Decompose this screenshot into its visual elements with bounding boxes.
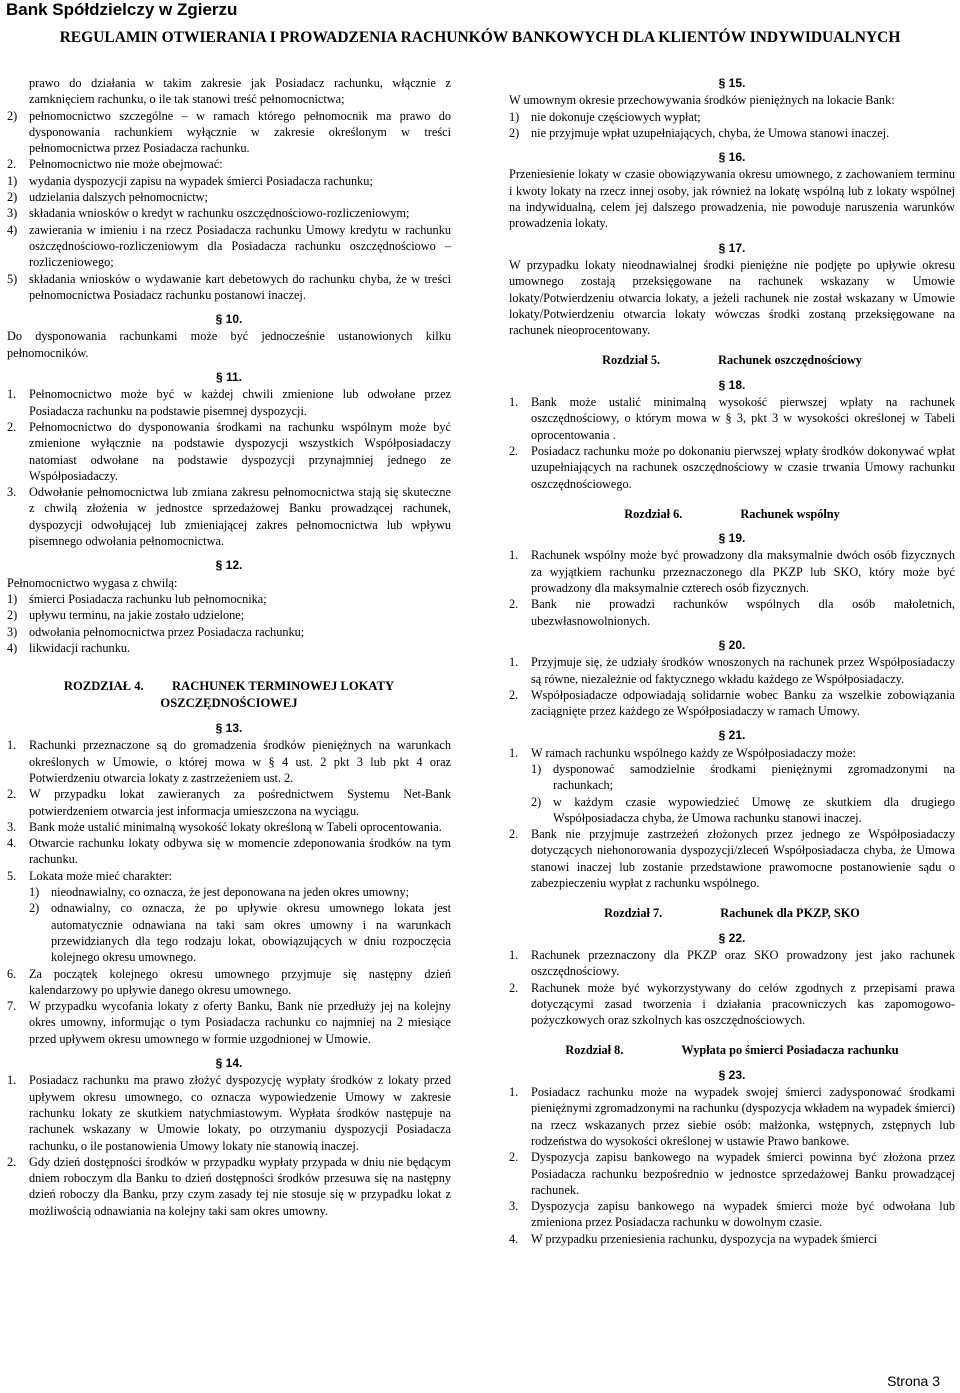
list-item-number: 1. [509, 655, 519, 670]
section-sign-icon: § [215, 558, 223, 573]
paragraph: W przypadku lokaty nieodnawialnej środki pieniężne nie podjęte po upływie okresu umownego zostają przeksięgowane na rachunek wskazany w Umowie lokaty/Potwierdzeniu otwarcia lokaty, a jeżeli rachunek nie został wskazany w Umowie lokaty/Potwierdzeniu otwarcia lokaty wówczas środki zostaną przeksięgowane na rachunek nieoprocentowany. [509, 257, 955, 338]
list-item [7, 484, 451, 549]
list [7, 173, 451, 303]
paragraph: W umownym okresie przechowywania środków pieniężnych na lokacie Bank: [509, 93, 895, 108]
list-item-number: 6. [7, 966, 17, 981]
list-item [509, 1198, 955, 1231]
list-item [29, 884, 451, 900]
chapter-label: Rozdział 6. [624, 506, 683, 521]
section-sign-icon: § [215, 721, 223, 736]
list-item [7, 786, 451, 819]
list [7, 1072, 451, 1219]
left-column [7, 75, 451, 1219]
section-sign-icon: § [718, 531, 726, 546]
list-item [509, 596, 955, 629]
list-item [7, 868, 451, 884]
section-number: § 23. [718, 1067, 746, 1082]
list-item [7, 835, 451, 868]
list-item [509, 947, 955, 980]
list-item-number: 1. [7, 738, 17, 753]
right-column [509, 75, 955, 1247]
list-item-text: w każdym czasie wypowiedzieć Umowę ze skutkiem dla drugiego Współposiadacza chyba, że Umowa rachunku stanowi inaczej. [553, 794, 955, 825]
section-sign-icon: § [718, 930, 726, 945]
list-item-text: Odwołanie pełnomocnictwa lub zmiana zakresu pełnomocnictwa stają się skuteczne z chwilą złożenia w jednostce sprzedażowej Banku prowadzącej rachunek, dyspozycji odwołującej lub zmieniającej zakres pełnomocnictwa lub wpływu pisemnego odwołania pełnomocnictwa. [29, 485, 451, 549]
list [509, 947, 955, 1028]
list-item-text: Pełnomocnictwo może być w każdej chwili zmienione lub odwołane przez Posiadacza rachunku na podstawie pisemnej dyspozycji. [29, 387, 451, 418]
section-sign-icon: § [718, 1067, 726, 1082]
list-item-number: 3. [7, 819, 17, 834]
list-item-number: 2) [509, 125, 520, 140]
list-item-text: Posiadacz rachunku może na wypadek swojej śmierci zadysponować środkami pieniężnymi zgromadzonymi na rachunku (dyspozycja wkładem na wypadek śmierci) na rzecz wskazanych przez siebie osób: małżonka, wstępnych, zstępnych lub rodzeństwa do wysokości określonej w ustawie Prawo bankowe. [531, 1085, 955, 1148]
section-sign-icon: § [718, 240, 726, 255]
chapter-heading [509, 1042, 955, 1058]
section-number: § 20. [718, 637, 746, 652]
section-sign-icon: § [215, 312, 223, 327]
list-item [29, 900, 451, 965]
list-item [509, 1084, 955, 1149]
chapter-title: Rachunek oszczędnościowy [718, 353, 862, 368]
list-item-text: wydania dyspozycji zapisu na wypadek śmierci Posiadacza rachunku; [29, 173, 373, 188]
list [509, 109, 955, 142]
list-item [7, 737, 451, 786]
list-item-text: składania wniosków o wydawanie kart debetowych do rachunku chyba, że w treści pełnomocnictwa Posiadacz rachunku postanowi inaczej. [29, 271, 451, 302]
list-item-number: 1) [7, 591, 18, 606]
list-item-number: 1) [531, 761, 542, 776]
list [509, 654, 955, 719]
section-number: § 14. [215, 1056, 243, 1071]
list-item-text: Rachunek wspólny może być prowadzony dla maksymalnie dwóch osób fizycznych za wyjątkiem rachunku przeznaczonego dla PKZP lub SKO, który może być prowadzony dla maksymalnie czterech osób fizycznych. [531, 548, 955, 596]
list [7, 966, 451, 1047]
chapter-label: Rozdział 7. [604, 906, 663, 921]
list-item [7, 222, 451, 271]
list-item-text: W przypadku przeniesienia rachunku, dyspozycja na wypadek śmierci [531, 1231, 878, 1246]
list-item [7, 591, 451, 607]
list-item-number: 1) [509, 109, 520, 124]
list [7, 591, 451, 656]
list-item-text: Bank może ustalić minimalną wysokość lokaty określoną w Tabeli oprocentowania. [29, 819, 442, 834]
section-number: § 10. [215, 312, 243, 327]
list-item-text: dysponować samodzielnie środkami pieniężnymi zgromadzonymi na rachunkach; [553, 761, 955, 793]
list-item-text: Posiadacz rachunku ma prawo złożyć dyspozycję wypłaty środków z lokaty przed upływem okresu umownego, co oznacza wypowiedzenie Umowy w zakresie rachunku lokaty ze skutkiem natychmiastowym. Wypłata środków następuje na rachunek wskazany w Umowie lokaty, po otrzymaniu dyspozycji Posiadacza rachunku, o ile postanowienia Umowy lokaty nie stanowią inaczej. [29, 1073, 451, 1153]
list-item-number: 1. [509, 1085, 519, 1100]
list-item [509, 980, 955, 1029]
list-item-number: 1. [509, 947, 519, 962]
section-sign-icon: § [718, 637, 726, 652]
chapter-heading [509, 905, 955, 921]
list-item: 2. Pełnomocnictwo nie może obejmować: [7, 157, 223, 172]
list-item-text: Dyspozycja zapisu bankowego na wypadek śmierci może być odwołana lub zmieniona przez Posiadacza rachunku w dowolnym czasie. [531, 1199, 955, 1230]
chapter-label: ROZDZIAŁ 4. [63, 679, 144, 694]
list-item-text: nie dokonuje częściowych wypłat; [531, 109, 701, 124]
list-item [7, 640, 451, 656]
list-item-text: Otwarcie rachunku lokaty odbywa się w momencie zdeponowania środków na tym rachunku. [29, 836, 451, 867]
list-item-number: 2. [509, 687, 519, 702]
list-item-text: nieodnawialny, co oznacza, że jest deponowana na jeden okres umowny; [51, 885, 410, 900]
chapter-heading [509, 352, 955, 368]
list-item [509, 443, 955, 492]
list-item-text: odnawialny, co oznacza, że po upływie okresu umownego lokata jest automatycznie odnawiana na taki sam okres umowny i na warunkach przewidzianych dla tego rodzaju lokat, obowiązujących w dniu rozpoczęcia kolejnego okresu umownego. [51, 901, 451, 965]
list-item-text: nie przyjmuje wpłat uzupełniających, chyba, że Umowa stanowi inaczej. [531, 125, 890, 140]
list-item [7, 386, 451, 419]
chapter-title: Wypłata po śmierci Posiadacza rachunku [681, 1043, 899, 1058]
list-item-text: Za początek kolejnego okresu umownego przyjmuje się następny dzień kalendarzowy po upływie danego okresu umownego. [29, 966, 451, 997]
list-item-text: upływu terminu, na jakie zostało udzielone; [29, 608, 245, 623]
list-item-number: 2. [7, 419, 17, 434]
list-item-number: 2. [509, 1150, 519, 1165]
list-item [7, 998, 451, 1047]
list [7, 737, 451, 884]
list-item-text: Rachunek przeznaczony dla PKZP oraz SKO prowadzony jest jako rachunek oszczędnościowy. [531, 947, 955, 979]
list-item-number: 3) [7, 206, 18, 221]
list-item [509, 125, 955, 141]
list-item-text: W ramach rachunku wspólnego każdy ze Współposiadaczy może: [531, 745, 856, 760]
section-number: § 12. [215, 558, 243, 573]
section-number: § 13. [215, 721, 243, 736]
list-item-number: 2. [509, 443, 519, 458]
list-item-number: 1. [7, 1073, 17, 1088]
list-item-number: 1. [509, 395, 519, 410]
chapter-title: Rachunek dla PKZP, SKO [720, 906, 860, 921]
list-item-number: 3. [7, 485, 17, 500]
list-item-number: 5) [7, 271, 18, 286]
sub-list [7, 884, 451, 965]
section-number: § 16. [718, 150, 746, 165]
list-item-number: 4. [7, 836, 17, 851]
list-item [509, 687, 955, 720]
list [509, 547, 955, 628]
list-item-number: 4) [7, 640, 18, 655]
section-sign-icon: § [215, 1056, 223, 1071]
list-item-number: 3) [7, 624, 18, 639]
page-number: Strona 3 [887, 1373, 940, 1389]
list-item-text: Posiadacz rachunku może po dokonaniu pierwszej wpłaty środków dokonywać wpłat uzupełniających na rachunek oszczędnościowy w czasie trwania Umowy rachunku oszczędnościowego. [531, 443, 955, 491]
list-item-number: 2) [7, 608, 18, 623]
list-item-number: 2) [7, 190, 18, 205]
list-item [7, 271, 451, 304]
list-item-number: 2. [509, 597, 519, 612]
list-item [509, 1149, 955, 1198]
list-item-number: 2. [509, 980, 519, 995]
list [509, 826, 955, 891]
list-item-number: 2) [531, 794, 542, 809]
list-item [7, 205, 451, 221]
list-item-text: Bank nie przyjmuje zastrzeżeń złożonych przez jednego ze Współposiadaczy dotyczących niehonorowania dyspozycji/zleceń Współposiadacza chyba, że Umowa stanowi inaczej lub zostanie przedstawione prawomocne postanowienie sądu o zabezpieczeniu wypłat z rachunku wspólnego. [531, 827, 955, 891]
list-item: 2) pełnomocnictwo szczególne – w ramach którego pełnomocnik ma prawo do dysponowania rachunkiem wyłącznie w zakresie określonym w treści pełnomocnictwa przez Posiadacza rachunku. [7, 108, 451, 156]
list-item [7, 419, 451, 484]
paragraph: Pełnomocnictwo wygasa z chwilą: [7, 575, 178, 590]
list-item-text: Współposiadacze odpowiadają solidarnie wobec Banku za wszelkie zobowiązania zaciągnięte przez każdego ze Współposiadaczy w ramach Umowy. [531, 687, 955, 719]
list-item [7, 966, 451, 999]
sub-list [509, 761, 955, 826]
section-sign-icon: § [718, 728, 726, 743]
list-item [531, 761, 955, 794]
list-item-number: 5. [7, 868, 17, 883]
section-number: § 22. [718, 930, 746, 945]
chapter-label: Rozdział 8. [565, 1043, 624, 1058]
list-item-text: W przypadku wycofania lokaty z oferty Banku, Bank nie przedłuży jej na kolejny okres umowny, informując o tym Posiadacza rachunku co najmniej na 2 miesiące przed upływem okresu umownego w formie uzgodnionej w Umowie. [29, 999, 451, 1046]
section-number: § 19. [718, 531, 746, 546]
section-number: § 18. [718, 377, 746, 392]
list-item-number: 4) [7, 222, 18, 237]
list-item-text: likwidacji rachunku. [29, 640, 131, 655]
section-number: § 11. [215, 370, 243, 385]
list-item-number: 7. [7, 999, 17, 1014]
paragraph: Przeniesienie lokaty w czasie obowiązywania okresu umownego, z zachowaniem terminu i kwoty lokaty na rzecz innej osoby, jak również na lokatę wspólną lub z lokaty wspólnej na indywidualną, celem jej dalszego prowadzenia, nie powoduje naruszenia warunków prowadzenia lokaty. [509, 167, 955, 231]
list-item-text: składania wniosków o kredyt w rachunku oszczędnościowo-rozliczeniowym; [29, 206, 410, 221]
section-number: § 17. [718, 240, 746, 255]
list-item-text: zawierania w imieniu i na rzecz Posiadacza rachunku Umowy kredytu w rachunku oszczędnościowo-rozliczeniowym dla Posiadacza rachunku oszczędnościowo –rozliczeniowego; [29, 222, 451, 270]
list-item-number: 1. [509, 548, 519, 563]
list-item-text: Pełnomocnictwo do dysponowania środkami na rachunku wspólnym może być zmienione wyłącznie na podstawie dyspozycji wszystkich Współposiadaczy natomiast odwołane na podstawie dyspozycji przynajmniej jednego ze Współposiadaczy. [29, 419, 451, 483]
section-sign-icon: § [718, 377, 726, 392]
list-item-number: 1) [7, 173, 18, 188]
list-item [7, 1154, 451, 1219]
list-item [509, 109, 955, 125]
list-item [531, 794, 955, 827]
list-item [509, 394, 955, 443]
list-item [7, 1072, 451, 1153]
list-item [509, 826, 955, 891]
list-item-text: Gdy dzień dostępności środków w przypadku wypłaty przypada w dniu nie będącym dniem roboczym dla Banku to dzień dostępności środków przesuwa się na następny dzień roboczy dla Banku, przy czym zasady tej nie stosuje się w przypadku lokat z możliwością odnawiania na kolejny taki sam okres umowny. [29, 1154, 451, 1218]
list-item-number: 2) [29, 901, 40, 916]
bank-name: Bank Spółdzielczy w Zgierzu [6, 0, 238, 19]
chapter-title: RACHUNEK TERMINOWEJ LOKATY OSZCZĘDNOŚCIOWEJ [160, 679, 395, 711]
chapter-heading [7, 678, 451, 712]
list [509, 745, 955, 761]
list-item-text: Lokata może mieć charakter: [29, 868, 173, 883]
list-item [509, 1231, 955, 1247]
list-item-number: 1. [509, 745, 519, 760]
section-number: § 21. [718, 728, 746, 743]
chapter-title: Rachunek wspólny [740, 506, 840, 521]
list-item-number: 2. [7, 787, 17, 802]
list-item-text: odwołania pełnomocnictwa przez Posiadacza rachunku; [29, 624, 305, 639]
list-item-text: W przypadku lokat zawieranych za pośrednictwem Systemu Net-Bank potwierdzeniem otwarcia jest informacja umieszczona na wyciągu. [29, 787, 451, 818]
list-item-number: 2. [509, 827, 519, 842]
section-number: § 15. [718, 76, 746, 90]
list-item-text: Bank nie prowadzi rachunków wspólnych dla osób małoletnich, ubezwłasnowolnionych. [531, 597, 955, 628]
list-item-number: 3. [509, 1199, 519, 1214]
list-item-number: 2. [7, 1154, 17, 1169]
list [509, 1084, 955, 1247]
list [509, 394, 955, 492]
section-sign-icon: § [215, 370, 223, 385]
section-sign-icon: § [718, 76, 726, 90]
list-item-text: Bank może ustalić minimalną wysokość pierwszej wpłaty na rachunek oszczędnościowy, o którym mowa w § 3, pkt 3 w wysokości określonej w Tabeli oprocentowania . [531, 395, 955, 442]
list-item [7, 624, 451, 640]
list-item-number: 4. [509, 1231, 519, 1246]
section-sign-icon: § [718, 150, 726, 165]
list-item [509, 745, 955, 761]
paragraph: Do dysponowania rachunkami może być jednocześnie ustanowionych kilku pełnomocników. [7, 329, 451, 360]
list-item [509, 654, 955, 687]
chapter-heading [509, 506, 955, 522]
list-item [7, 819, 451, 835]
list-item-text: Rachunek może być wykorzystywany do celów zgodnych z przepisami prawa dotyczącymi zasad tworzenia i działania pracowniczych kas zapomogowo-pożyczkowych oraz szkolnych kas oszczędnościowych. [531, 980, 955, 1028]
list [7, 386, 451, 549]
list-item [509, 547, 955, 596]
list-item [7, 607, 451, 623]
list-item-number: 1) [29, 885, 40, 900]
list-item-text: udzielania dalszych pełnomocnictw; [29, 190, 208, 205]
list-item-text: Przyjmuje się, że udziały środków wnoszonych na rachunek przez Współposiadaczy są równe, niezależnie od faktycznego wkładu każdego ze Współposiadaczy. [531, 655, 955, 686]
list-item-text: śmierci Posiadacza rachunku lub pełnomocnika; [29, 591, 267, 606]
chapter-label: Rozdział 5. [602, 353, 661, 368]
list-item [7, 173, 451, 189]
list-item-text: Rachunki przeznaczone są do gromadzenia środków pieniężnych na warunkach określonych w Umowie, o której mowa w § 4 ust. 2 pkt 3 lub pkt 4 oraz Potwierdzeniu otwarcia lokaty z zastrzeżeniem ust. 2. [29, 738, 451, 785]
list-item-text: Dyspozycja zapisu bankowego na wypadek śmierci powinna być złożona przez Posiadacza rachunku bezpośrednio w jednostce sprzedażowej Banku prowadzącej rachunek. [531, 1150, 955, 1197]
document-title: REGULAMIN OTWIERANIA I PROWADZENIA RACHUNKÓW BANKOWYCH DLA KLIENTÓW INDYWIDUALNYCH [59, 29, 901, 46]
list-item-number: 1. [7, 387, 17, 402]
list-item [7, 189, 451, 205]
paragraph: prawo do działania w takim zakresie jak Posiadacz rachunku, włącznie z zamknięciem rachunku, o ile tak stanowi treść pełnomocnictwa; [29, 76, 451, 107]
